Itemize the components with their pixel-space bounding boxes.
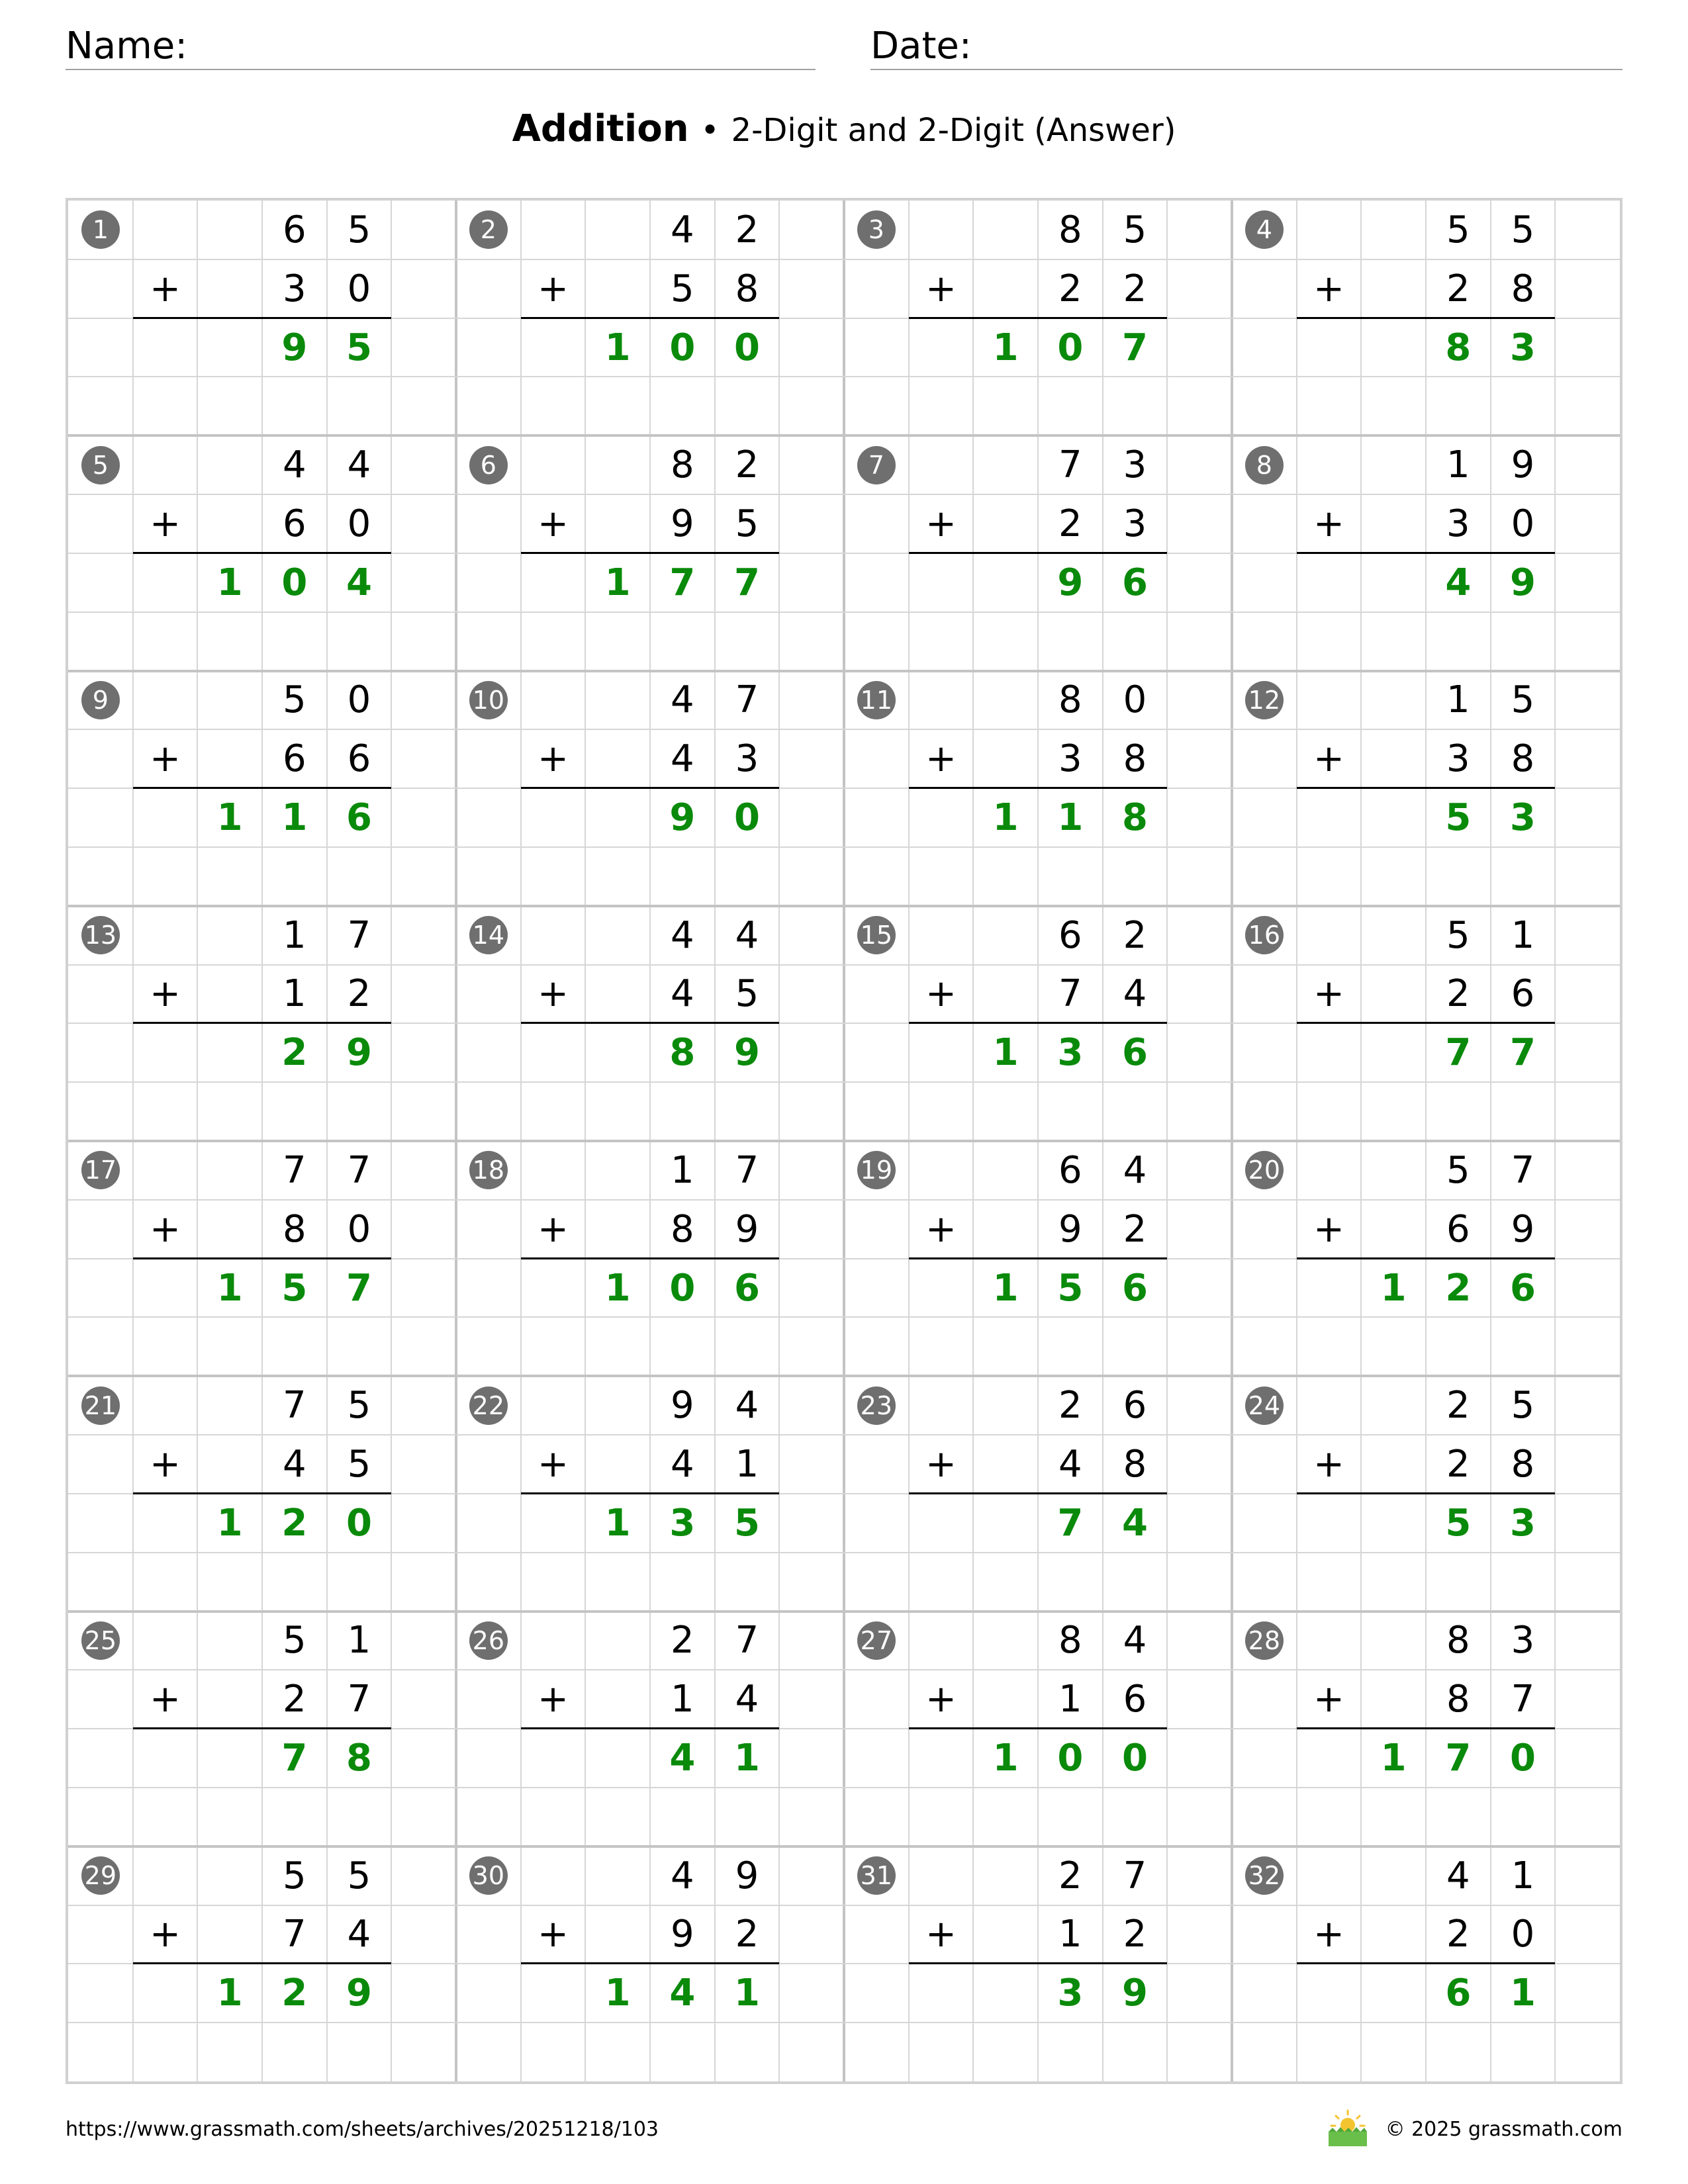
- answer-digit: 3: [1510, 326, 1536, 369]
- plus-sign: +: [150, 267, 181, 310]
- answer-digit: 1: [216, 796, 243, 840]
- problem-number-badge: 27: [857, 1621, 896, 1660]
- addend-bottom-digit: 5: [735, 502, 759, 545]
- answer-digit: 7: [281, 1737, 308, 1780]
- addend-top-digit: 1: [347, 1619, 371, 1662]
- addend-top-digit: 7: [1123, 1854, 1147, 1897]
- addend-bottom-digit: 4: [347, 1913, 371, 1956]
- addend-top-digit: 5: [1511, 208, 1535, 251]
- addend-bottom-digit: 6: [283, 502, 306, 545]
- plus-sign: +: [1313, 1442, 1344, 1486]
- answer-digit: 7: [1122, 326, 1148, 369]
- problem-number-badge: 12: [1245, 681, 1284, 719]
- answer-digit: 1: [604, 1501, 631, 1545]
- answer-digit: 1: [734, 1737, 760, 1780]
- addend-top-digit: 1: [1446, 678, 1470, 722]
- plus-sign: +: [1313, 502, 1344, 545]
- addend-top-digit: 7: [735, 1148, 759, 1192]
- problem-number-badge: 18: [469, 1151, 508, 1189]
- problem-number-badge: 10: [469, 681, 508, 719]
- problem-number-badge: 15: [857, 916, 896, 954]
- answer-digit: 1: [216, 561, 243, 604]
- addend-bottom-digit: 3: [1446, 737, 1470, 781]
- problem-number-badge: 20: [1245, 1151, 1284, 1189]
- answer-digit: 7: [1445, 1031, 1472, 1075]
- addend-top-digit: 8: [1446, 1619, 1470, 1662]
- addend-bottom-digit: 3: [1058, 737, 1082, 781]
- addend-bottom-digit: 4: [671, 1442, 694, 1486]
- answer-digit: 1: [992, 1031, 1019, 1075]
- addend-top-digit: 6: [1058, 913, 1082, 957]
- addend-top-digit: 1: [283, 913, 306, 957]
- answer-digit: 7: [734, 561, 760, 604]
- answer-digit: 1: [1510, 1972, 1536, 2015]
- addend-bottom-digit: 2: [1123, 1913, 1147, 1956]
- answer-digit: 4: [1445, 561, 1472, 604]
- plus-sign: +: [538, 1678, 569, 1721]
- answer-digit: 5: [1445, 796, 1472, 840]
- plus-sign: +: [925, 972, 957, 1016]
- addend-bottom-digit: 4: [1123, 972, 1147, 1016]
- answer-digit: 3: [1057, 1031, 1084, 1075]
- problem-number-badge: 31: [857, 1856, 896, 1895]
- answer-digit: 3: [1510, 796, 1536, 840]
- addend-bottom-digit: 0: [1511, 1913, 1535, 1956]
- addend-bottom-digit: 0: [347, 267, 371, 310]
- addend-top-digit: 7: [735, 678, 759, 722]
- answer-digit: 2: [281, 1972, 308, 2015]
- answer-digit: 1: [604, 1266, 631, 1310]
- addend-top-digit: 4: [735, 1384, 759, 1428]
- addend-top-digit: 5: [1511, 678, 1535, 722]
- plus-sign: +: [925, 502, 957, 545]
- title-subtitle: 2-Digit and 2-Digit (Answer): [731, 112, 1176, 149]
- answer-digit: 6: [1122, 561, 1148, 604]
- answer-digit: 0: [1057, 1737, 1084, 1780]
- answer-digit: 6: [346, 796, 372, 840]
- answer-digit: 1: [1380, 1266, 1407, 1310]
- addend-bottom-digit: 9: [735, 1207, 759, 1251]
- problem-number-badge: 22: [469, 1387, 508, 1425]
- answer-digit: 9: [346, 1031, 372, 1075]
- answer-digit: 0: [346, 1501, 372, 1545]
- answer-digit: 8: [669, 1031, 696, 1075]
- addend-bottom-digit: 2: [1446, 1442, 1470, 1486]
- addend-top-digit: 1: [1511, 913, 1535, 957]
- plus-sign: +: [1313, 737, 1344, 781]
- grassmath-logo-icon: [1326, 2108, 1370, 2148]
- plus-sign: +: [150, 1442, 181, 1486]
- addend-top-digit: 7: [735, 1619, 759, 1662]
- addend-top-digit: 5: [283, 1854, 306, 1897]
- answer-digit: 0: [1057, 326, 1084, 369]
- addend-bottom-digit: 4: [735, 1678, 759, 1721]
- answer-digit: 0: [1510, 1737, 1536, 1780]
- answer-digit: 8: [1122, 796, 1148, 840]
- addend-bottom-digit: 2: [1446, 267, 1470, 310]
- answer-digit: 1: [216, 1501, 243, 1545]
- answer-digit: 2: [281, 1031, 308, 1075]
- addend-top-digit: 7: [283, 1384, 306, 1428]
- addend-top-digit: 7: [283, 1148, 306, 1192]
- addend-top-digit: 5: [1446, 208, 1470, 251]
- addend-top-digit: 0: [1123, 678, 1147, 722]
- answer-digit: 1: [992, 796, 1019, 840]
- addend-top-digit: 4: [347, 443, 371, 487]
- answer-digit: 9: [669, 796, 696, 840]
- addend-top-digit: 6: [1058, 1148, 1082, 1192]
- addend-bottom-digit: 2: [1446, 1913, 1470, 1956]
- answer-digit: 3: [1510, 1501, 1536, 1545]
- addend-bottom-digit: 8: [1123, 737, 1147, 781]
- addend-bottom-digit: 3: [1446, 502, 1470, 545]
- addend-top-digit: 8: [1058, 1619, 1082, 1662]
- addend-bottom-digit: 3: [1123, 502, 1147, 545]
- problem-number-badge: 19: [857, 1151, 896, 1189]
- plus-sign: +: [150, 1678, 181, 1721]
- answer-digit: 1: [604, 326, 631, 369]
- answer-digit: 7: [1445, 1737, 1472, 1780]
- problem-number-badge: 1: [81, 210, 120, 249]
- addend-bottom-digit: 0: [347, 1207, 371, 1251]
- addend-bottom-digit: 6: [1446, 1207, 1470, 1251]
- answer-digit: 7: [1510, 1031, 1536, 1075]
- answer-digit: 9: [1057, 561, 1084, 604]
- addend-bottom-digit: 6: [1511, 972, 1535, 1016]
- date-line: [870, 69, 1622, 70]
- footer-url: https://www.grassmath.com/sheets/archives/20251218/103: [66, 2118, 659, 2141]
- worksheet-title: [0, 106, 1688, 154]
- problem-number-badge: 30: [469, 1856, 508, 1895]
- addend-top-digit: 2: [1058, 1384, 1082, 1428]
- addend-top-digit: 4: [1446, 1854, 1470, 1897]
- answer-digit: 6: [734, 1266, 760, 1310]
- addend-top-digit: 5: [283, 678, 306, 722]
- plus-sign: +: [1313, 1678, 1344, 1721]
- answer-digit: 4: [669, 1972, 696, 2015]
- addend-top-digit: 9: [671, 1384, 694, 1428]
- plus-sign: +: [1313, 267, 1344, 310]
- plus-sign: +: [150, 502, 181, 545]
- answer-digit: 0: [1122, 1737, 1148, 1780]
- answer-digit: 3: [1057, 1972, 1084, 2015]
- plus-sign: +: [538, 1913, 569, 1956]
- addend-bottom-digit: 4: [283, 1442, 306, 1486]
- addend-bottom-digit: 1: [735, 1442, 759, 1486]
- addend-bottom-digit: 9: [1511, 1207, 1535, 1251]
- plus-sign: +: [925, 1442, 957, 1486]
- addend-top-digit: 5: [347, 1384, 371, 1428]
- addend-bottom-digit: 2: [283, 1678, 306, 1721]
- addend-bottom-digit: 2: [1058, 267, 1082, 310]
- answer-digit: 6: [1510, 1266, 1536, 1310]
- addend-top-digit: 2: [735, 443, 759, 487]
- plus-sign: +: [925, 1207, 957, 1251]
- addend-top-digit: 4: [1123, 1148, 1147, 1192]
- addend-top-digit: 5: [1123, 208, 1147, 251]
- problem-number-badge: 28: [1245, 1621, 1284, 1660]
- problem-number-badge: 4: [1245, 210, 1284, 249]
- addend-top-digit: 5: [347, 208, 371, 251]
- addend-top-digit: 4: [283, 443, 306, 487]
- answer-digit: 1: [216, 1972, 243, 2015]
- problem-number-badge: 25: [81, 1621, 120, 1660]
- addend-bottom-digit: 5: [671, 267, 694, 310]
- answer-digit: 1: [992, 1266, 1019, 1310]
- plus-sign: +: [150, 1207, 181, 1251]
- answer-digit: 5: [1057, 1266, 1084, 1310]
- problem-number-badge: 7: [857, 446, 896, 484]
- addend-top-digit: 2: [1123, 913, 1147, 957]
- problem-number-badge: 6: [469, 446, 508, 484]
- addend-bottom-digit: 7: [283, 1913, 306, 1956]
- plus-sign: +: [538, 267, 569, 310]
- answer-digit: 1: [1057, 796, 1084, 840]
- plus-sign: +: [1313, 972, 1344, 1016]
- answer-digit: 5: [1445, 1501, 1472, 1545]
- answer-digit: 9: [734, 1031, 760, 1075]
- answer-digit: 9: [281, 326, 308, 369]
- addend-bottom-digit: 6: [1123, 1678, 1147, 1721]
- addend-bottom-digit: 1: [671, 1678, 694, 1721]
- addend-bottom-digit: 6: [283, 737, 306, 781]
- addend-top-digit: 4: [671, 1854, 694, 1897]
- addend-bottom-digit: 2: [1123, 267, 1147, 310]
- answer-digit: 0: [669, 1266, 696, 1310]
- addend-bottom-digit: 8: [1446, 1678, 1470, 1721]
- addend-bottom-digit: 1: [283, 972, 306, 1016]
- answer-digit: 1: [734, 1972, 760, 2015]
- addend-bottom-digit: 4: [671, 737, 694, 781]
- addend-bottom-digit: 7: [1511, 1678, 1535, 1721]
- addend-top-digit: 4: [671, 678, 694, 722]
- addend-top-digit: 5: [283, 1619, 306, 1662]
- addend-top-digit: 1: [671, 1148, 694, 1192]
- addend-bottom-digit: 1: [1058, 1678, 1082, 1721]
- answer-digit: 7: [1057, 1501, 1084, 1545]
- addend-bottom-digit: 8: [283, 1207, 306, 1251]
- addend-top-digit: 5: [1511, 1384, 1535, 1428]
- addend-bottom-digit: 2: [1058, 502, 1082, 545]
- answer-digit: 4: [669, 1737, 696, 1780]
- addend-top-digit: 2: [735, 208, 759, 251]
- addend-top-digit: 7: [347, 913, 371, 957]
- answer-digit: 1: [992, 326, 1019, 369]
- addend-bottom-digit: 4: [1058, 1442, 1082, 1486]
- problem-number-badge: 2: [469, 210, 508, 249]
- addend-bottom-digit: 3: [735, 737, 759, 781]
- addend-top-digit: 9: [735, 1854, 759, 1897]
- addend-bottom-digit: 8: [671, 1207, 694, 1251]
- addend-top-digit: 2: [1446, 1384, 1470, 1428]
- problem-number-badge: 8: [1245, 446, 1284, 484]
- addend-bottom-digit: 2: [347, 972, 371, 1016]
- plus-sign: +: [150, 972, 181, 1016]
- addend-top-digit: 5: [1446, 913, 1470, 957]
- answer-digit: 9: [1122, 1972, 1148, 2015]
- answer-digit: 1: [1380, 1737, 1407, 1780]
- plus-sign: +: [150, 1913, 181, 1956]
- answer-digit: 5: [346, 326, 372, 369]
- addend-top-digit: 6: [1123, 1384, 1147, 1428]
- plus-sign: +: [538, 737, 569, 781]
- footer-copyright: © 2025 grassmath.com: [1385, 2118, 1622, 2141]
- problem-number-badge: 13: [81, 916, 120, 954]
- plus-sign: +: [1313, 1913, 1344, 1956]
- problem-number-badge: 29: [81, 1856, 120, 1895]
- addend-bottom-digit: 2: [1123, 1207, 1147, 1251]
- addend-top-digit: 5: [347, 1854, 371, 1897]
- addend-bottom-digit: 4: [671, 972, 694, 1016]
- answer-digit: 8: [346, 1737, 372, 1780]
- plus-sign: +: [538, 1207, 569, 1251]
- addend-top-digit: 7: [1511, 1148, 1535, 1192]
- plus-sign: +: [150, 737, 181, 781]
- problem-number-badge: 32: [1245, 1856, 1284, 1895]
- plus-sign: +: [925, 267, 957, 310]
- plus-sign: +: [538, 1442, 569, 1486]
- problem-number-badge: 3: [857, 210, 896, 249]
- problem-number-badge: 5: [81, 446, 120, 484]
- plus-sign: +: [1313, 1207, 1344, 1251]
- addend-top-digit: 7: [347, 1148, 371, 1192]
- answer-digit: 6: [1122, 1031, 1148, 1075]
- plus-sign: +: [925, 1913, 957, 1956]
- addend-bottom-digit: 2: [735, 1913, 759, 1956]
- answer-digit: 8: [1445, 326, 1472, 369]
- name-line: [66, 69, 816, 70]
- addend-bottom-digit: 8: [1511, 1442, 1535, 1486]
- answer-digit: 0: [669, 326, 696, 369]
- problem-number-badge: 26: [469, 1621, 508, 1660]
- addend-top-digit: 4: [671, 913, 694, 957]
- addend-bottom-digit: 9: [671, 502, 694, 545]
- addend-bottom-digit: 0: [347, 502, 371, 545]
- addend-bottom-digit: 9: [1058, 1207, 1082, 1251]
- addend-top-digit: 4: [735, 913, 759, 957]
- answer-digit: 1: [216, 1266, 243, 1310]
- addend-top-digit: 1: [1446, 443, 1470, 487]
- addend-bottom-digit: 5: [347, 1442, 371, 1486]
- answer-digit: 5: [734, 1501, 760, 1545]
- answer-digit: 4: [346, 561, 372, 604]
- addend-bottom-digit: 6: [347, 737, 371, 781]
- addend-bottom-digit: 8: [1511, 267, 1535, 310]
- addend-top-digit: 6: [283, 208, 306, 251]
- plus-sign: +: [538, 972, 569, 1016]
- answer-digit: 9: [346, 1972, 372, 2015]
- addend-top-digit: 5: [1446, 1148, 1470, 1192]
- problem-number-badge: 16: [1245, 916, 1284, 954]
- addend-bottom-digit: 8: [1511, 737, 1535, 781]
- answer-digit: 6: [1445, 1972, 1472, 2015]
- addend-top-digit: 9: [1511, 443, 1535, 487]
- addend-top-digit: 3: [1123, 443, 1147, 487]
- answer-digit: 1: [281, 796, 308, 840]
- addend-bottom-digit: 9: [671, 1913, 694, 1956]
- answer-digit: 7: [346, 1266, 372, 1310]
- plus-sign: +: [925, 1678, 957, 1721]
- problem-number-badge: 23: [857, 1387, 896, 1425]
- answer-digit: 2: [1445, 1266, 1472, 1310]
- plus-sign: +: [538, 502, 569, 545]
- addend-bottom-digit: 8: [735, 267, 759, 310]
- problem-number-badge: 24: [1245, 1387, 1284, 1425]
- addend-top-digit: 8: [671, 443, 694, 487]
- addend-top-digit: 1: [1511, 1854, 1535, 1897]
- addend-top-digit: 2: [1058, 1854, 1082, 1897]
- addend-bottom-digit: 7: [1058, 972, 1082, 1016]
- name-label: Name:: [66, 24, 188, 68]
- date-label: Date:: [870, 24, 972, 68]
- problem-number-badge: 14: [469, 916, 508, 954]
- problem-number-badge: 11: [857, 681, 896, 719]
- answer-digit: 5: [281, 1266, 308, 1310]
- addend-top-digit: 7: [1058, 443, 1082, 487]
- answer-digit: 9: [1510, 561, 1536, 604]
- answer-digit: 1: [604, 1972, 631, 2015]
- answer-digit: 2: [281, 1501, 308, 1545]
- addend-top-digit: 8: [1058, 678, 1082, 722]
- problem-number-badge: 9: [81, 681, 120, 719]
- title-separator: •: [700, 112, 720, 149]
- answer-digit: 0: [734, 326, 760, 369]
- plus-sign: +: [925, 737, 957, 781]
- answer-digit: 0: [281, 561, 308, 604]
- problem-number-badge: 17: [81, 1151, 120, 1189]
- problem-grid: [66, 198, 1622, 2084]
- answer-digit: 6: [1122, 1266, 1148, 1310]
- addend-top-digit: 4: [671, 208, 694, 251]
- addend-bottom-digit: 7: [347, 1678, 371, 1721]
- addend-top-digit: 3: [1511, 1619, 1535, 1662]
- addend-top-digit: 8: [1058, 208, 1082, 251]
- addend-bottom-digit: 1: [1058, 1913, 1082, 1956]
- addend-bottom-digit: 3: [283, 267, 306, 310]
- addend-top-digit: 4: [1123, 1619, 1147, 1662]
- answer-digit: 7: [669, 561, 696, 604]
- addend-bottom-digit: 8: [1123, 1442, 1147, 1486]
- addend-top-digit: 2: [671, 1619, 694, 1662]
- answer-digit: 1: [604, 561, 631, 604]
- addend-bottom-digit: 5: [735, 972, 759, 1016]
- addend-bottom-digit: 2: [1446, 972, 1470, 1016]
- addend-bottom-digit: 0: [1511, 502, 1535, 545]
- answer-digit: 3: [669, 1501, 696, 1545]
- title-main: Addition: [512, 107, 689, 150]
- answer-digit: 4: [1122, 1501, 1148, 1545]
- addend-top-digit: 0: [347, 678, 371, 722]
- answer-digit: 0: [734, 796, 760, 840]
- problem-number-badge: 21: [81, 1387, 120, 1425]
- answer-digit: 1: [992, 1737, 1019, 1780]
